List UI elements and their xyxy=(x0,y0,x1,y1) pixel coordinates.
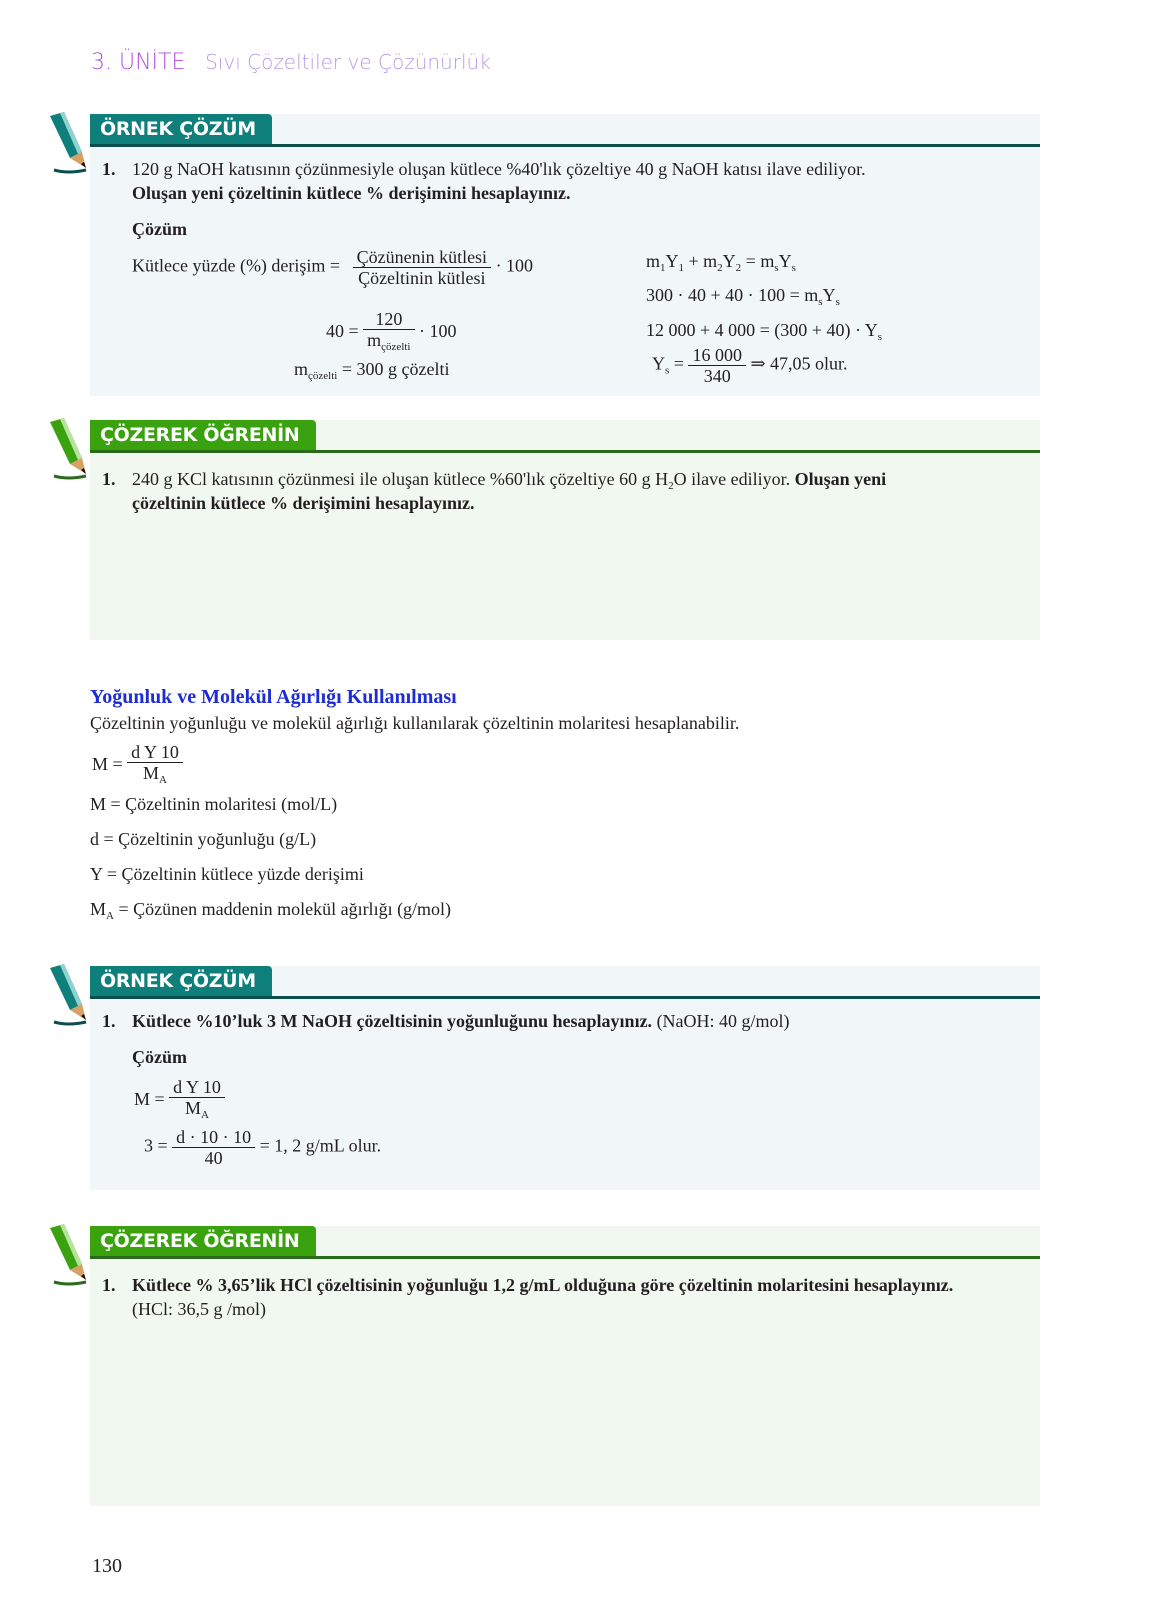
def-base: M xyxy=(90,899,107,919)
practice-box-1 xyxy=(90,420,1040,640)
subscript: 2 xyxy=(668,480,674,492)
den-sub: çözelti xyxy=(381,341,411,353)
right-line-1 xyxy=(646,251,796,274)
page-header xyxy=(91,50,491,75)
formula-lhs: M = xyxy=(92,754,123,775)
question-text: (NaOH: 40 g/mol) xyxy=(652,1011,790,1031)
question-bold-text: çözeltinin kütlece % derişimini hesaplayınız. xyxy=(132,493,475,513)
equation-lhs: 3 = xyxy=(144,1135,168,1156)
t: 300 · 40 + 40 · 100 = m xyxy=(646,285,819,305)
box-body xyxy=(90,1259,1040,1506)
equation-fraction xyxy=(169,1077,225,1125)
box-tab-label: ÇÖZEREK ÖĞRENİN xyxy=(90,1226,316,1256)
question-number: 1. xyxy=(102,1275,116,1295)
question-1 xyxy=(102,157,866,181)
definition-ma xyxy=(90,899,451,922)
question-number: 1. xyxy=(102,1011,116,1031)
s: 1 xyxy=(678,262,685,274)
equation-lhs: M = xyxy=(134,1089,165,1110)
question-number: 1. xyxy=(102,159,116,179)
formula-fraction xyxy=(353,247,491,288)
box-tab-label: ÖRNEK ÇÖZÜM xyxy=(90,114,272,144)
den-sub: A xyxy=(201,1109,209,1121)
s: 2 xyxy=(717,262,723,274)
formula-multiplier: · 100 xyxy=(495,255,534,276)
def-sub: A xyxy=(106,910,114,922)
box-tab-label: ÇÖZEREK ÖĞRENİN xyxy=(90,420,316,450)
s: s xyxy=(835,296,840,308)
s: s xyxy=(791,262,796,274)
s: s xyxy=(877,331,883,343)
equation-result: = 1, 2 g/mL olur. xyxy=(259,1135,382,1156)
fraction-numerator: 16 000 xyxy=(688,345,746,366)
t: Y xyxy=(665,251,679,271)
formula-lhs: Kütlece yüzde (%) derişim = xyxy=(132,255,341,276)
question-1 xyxy=(102,1273,953,1297)
result-text: ⇒ 47,05 olur. xyxy=(750,353,848,374)
fraction-numerator: d Y 10 xyxy=(169,1077,225,1098)
pencil-icon xyxy=(48,1224,94,1288)
equation-1 xyxy=(134,1077,225,1125)
right-line-4 xyxy=(652,345,848,386)
fraction-numerator: d · 10 · 10 xyxy=(172,1127,255,1148)
t: = m xyxy=(741,251,775,271)
equation-2 xyxy=(144,1127,381,1168)
s: s xyxy=(818,296,823,308)
eq-base: m xyxy=(294,359,309,379)
s: 2 xyxy=(735,262,742,274)
question-number: 1. xyxy=(102,469,116,489)
practice-box-2 xyxy=(90,1226,1040,1506)
equation-lhs: 40 = xyxy=(326,321,359,342)
equation-fraction xyxy=(172,1127,255,1168)
section-title: Yoğunluk ve Molekül Ağırlığı Kullanılması xyxy=(90,686,457,708)
s: s xyxy=(665,364,670,377)
def-rest: = Çözünen maddenin molekül ağırlığı (g/mol) xyxy=(113,899,452,919)
fraction-denominator xyxy=(363,330,414,357)
eq-rest: = 300 g çözelti xyxy=(337,359,450,379)
definition-d: d = Çözeltinin yoğunluğu (g/L) xyxy=(90,829,317,849)
t: Y xyxy=(778,251,792,271)
box-tab-label: ÖRNEK ÇÖZÜM xyxy=(90,966,272,996)
box-body xyxy=(90,453,1040,640)
equation-2 xyxy=(326,309,457,357)
fraction-numerator: 120 xyxy=(363,309,414,330)
den-sub: A xyxy=(159,774,167,786)
page-number: 130 xyxy=(92,1555,122,1577)
question-text: 240 g KCl katısının çözünmesi ile oluşan kütlece %60'lık çözeltiye 60 g H xyxy=(132,469,669,489)
den-base: M xyxy=(143,763,160,783)
fraction-numerator: Çözünenin kütlesi xyxy=(353,247,491,268)
fraction-denominator xyxy=(169,1098,225,1125)
t: Y xyxy=(722,251,736,271)
den-base: m xyxy=(367,330,382,350)
equation-multiplier: · 100 xyxy=(419,321,457,342)
example-solution-box-2 xyxy=(90,966,1040,1190)
equation-fraction xyxy=(363,309,414,357)
pencil-icon xyxy=(48,112,94,176)
den-base: M xyxy=(185,1098,202,1118)
question-bold-text: Kütlece % 3,65’lik HCl çözeltisinin yoğunluğu 1,2 g/mL olduğuna göre çözeltinin molaritesini hesaplayınız. xyxy=(132,1275,954,1295)
box-body xyxy=(90,999,1040,1190)
eq-sub: çözelti xyxy=(308,370,338,382)
s: 1 xyxy=(660,262,666,274)
question-1 xyxy=(102,1009,790,1033)
percent-formula xyxy=(132,247,533,288)
fraction-denominator: 40 xyxy=(204,1148,223,1168)
topic-label: Sıvı Çözeltiler ve Çözünürlük xyxy=(205,50,491,74)
t: Y xyxy=(822,285,836,305)
unit-label: 3. ÜNİTE xyxy=(91,50,186,75)
equation-3 xyxy=(294,359,449,382)
t: Y xyxy=(652,353,665,374)
example-solution-box-1 xyxy=(90,114,1040,396)
right-line-3 xyxy=(646,320,882,343)
question-bold-text: Oluşan yeni çözeltinin kütlece % derişimini hesaplayınız. xyxy=(132,183,571,203)
fraction-denominator: 340 xyxy=(703,366,731,386)
question-bold-text: Oluşan yeni xyxy=(794,469,887,489)
solution-label: Çözüm xyxy=(132,1047,187,1067)
definition-y: Y = Çözeltinin kütlece yüzde derişimi xyxy=(90,864,364,884)
section-intro: Çözeltinin yoğunluğu ve molekül ağırlığı kullanılarak çözeltinin molaritesi hesaplanabilir. xyxy=(90,713,740,733)
t: + m xyxy=(684,251,718,271)
fraction-denominator: Çözeltinin kütlesi xyxy=(358,268,486,288)
solution-label: Çözüm xyxy=(132,219,187,239)
question-text: O ilave ediliyor. xyxy=(673,469,791,489)
s: s xyxy=(774,262,779,274)
right-line-2 xyxy=(646,285,840,308)
molarity-formula xyxy=(92,742,183,790)
formula-fraction xyxy=(127,742,183,790)
result-fraction xyxy=(688,345,746,386)
pencil-icon xyxy=(48,418,94,482)
t: = xyxy=(669,353,684,374)
question-text: (HCl: 36,5 g /mol) xyxy=(132,1299,266,1319)
question-text: 120 g NaOH katısının çözünmesiyle oluşan kütlece %40'lık çözeltiye 40 g NaOH katısı ilave ediliyor. xyxy=(132,159,866,179)
definition-m: M = Çözeltinin molaritesi (mol/L) xyxy=(90,794,338,814)
fraction-numerator: d Y 10 xyxy=(127,742,183,763)
t: m xyxy=(646,251,661,271)
question-bold-text: Kütlece %10’luk 3 M NaOH çözeltisinin yoğunluğunu hesaplayınız. xyxy=(132,1011,653,1031)
box-body xyxy=(90,147,1040,396)
t: 12 000 + 4 000 = (300 + 40) · Y xyxy=(646,320,878,340)
pencil-icon xyxy=(48,964,94,1028)
fraction-denominator xyxy=(127,763,183,790)
